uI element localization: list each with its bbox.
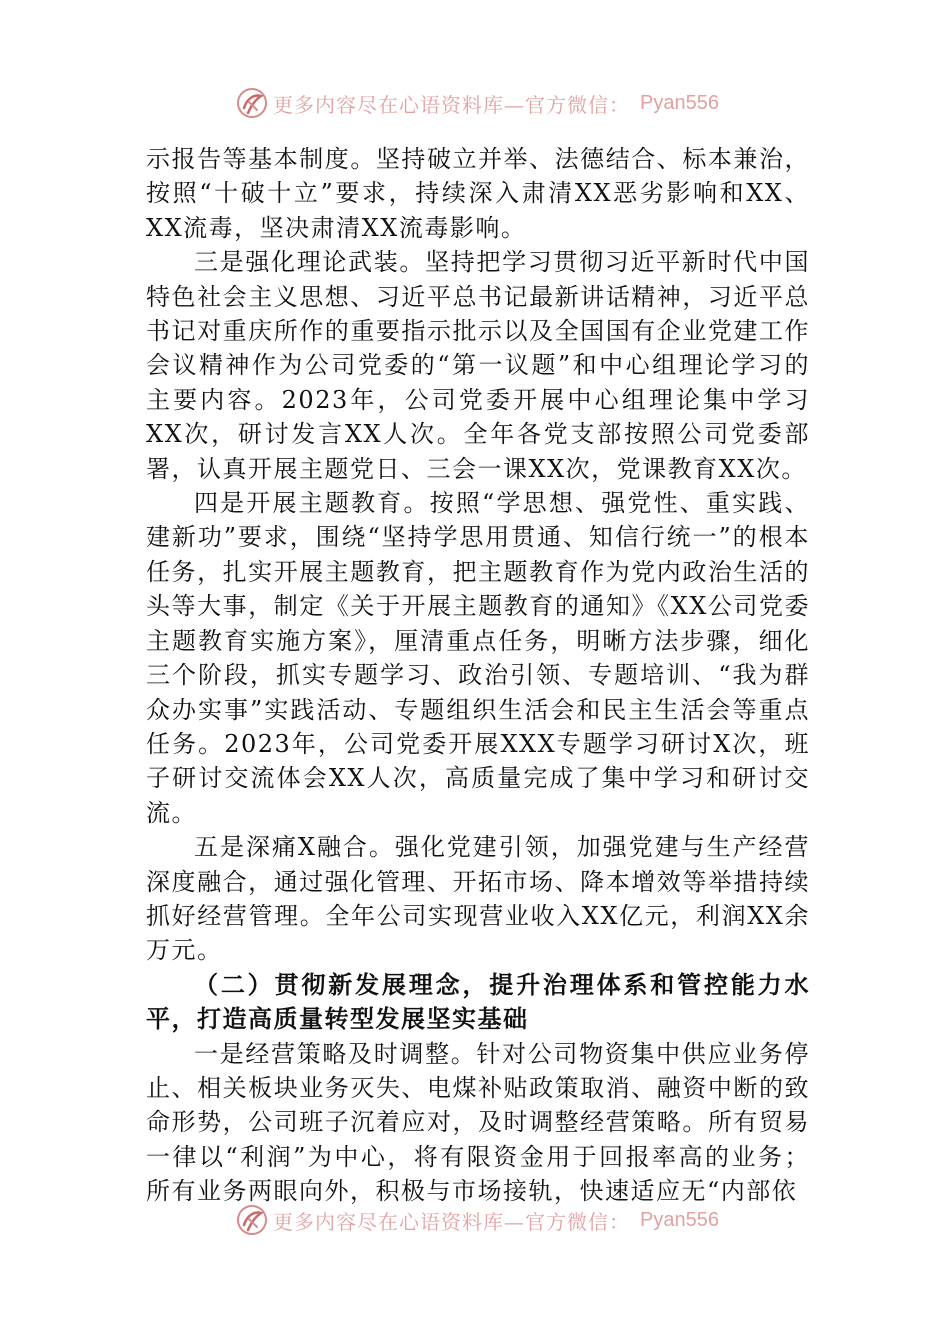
- paragraph-strategy: 一是经营策略及时调整。针对公司物资集中供应业务停止、相关板块业务灭失、电煤补贴政策取消、融资中断的致命形势，公司班子沉着应对，及时调整经营策略。所有贸易一律以“利润”为中心，将有限资金用于回报率高的业务；所有业务两眼向外，积极与市场接轨，快速适应无“内部依: [146, 1039, 810, 1206]
- paragraph-integration: 五是深痛X融合。强化党建引领，加强党建与生产经营深度融合，通过强化管理、开拓市场、降本增效等举措持续抓好经营管理。全年公司实现营业收入XX亿元，利润XX余万元。: [146, 833, 810, 965]
- document-body: [146, 142, 810, 1209]
- watermark-footer: [235, 1203, 719, 1237]
- watermark-text: 更多内容尽在心语资料库—官方微信：: [273, 1209, 630, 1234]
- watermark-header: [235, 86, 719, 120]
- logo-icon: [235, 86, 269, 120]
- watermark-wechat-id: Pyan556: [640, 1208, 719, 1231]
- logo-icon: [235, 1203, 269, 1237]
- paragraph-continued: 示报告等基本制度。坚持破立并举、法德结合、标本兼治，按照“十破十立”要求，持续深入肃清XX恶劣影响和XX、XX流毒，坚决肃清XX流毒影响。: [146, 145, 810, 242]
- watermark-text: 更多内容尽在心语资料库—官方微信：: [273, 92, 630, 117]
- paragraph-theory-study: 三是强化理论武装。坚持把学习贯彻习近平新时代中国特色社会主义思想、习近平总书记最新讲话精神，习近平总书记对重庆所作的重要指示批示以及全国国有企业党建工作会议精神作为公司党委的“第一议题”和中心组理论学习的主要内容。2023年，公司党委开展中心组理论集中学习XX次，研讨发言XX人次。全年各党支部按照公司党委部署，认真开展主题党日、三会一课XX次，党课教育XX次。: [146, 248, 810, 483]
- watermark-wechat-id: Pyan556: [640, 91, 719, 114]
- paragraph-theme-education: 四是开展主题教育。按照“学思想、强党性、重实践、建新功”要求，围绕“坚持学思用贯通、知信行统一”的根本任务，扎实开展主题教育，把主题教育作为党内政治生活的头等大事，制定《关于开展主题教育的通知》《XX公司党委主题教育实施方案》，厘清重点任务，明晰方法步骤，细化三个阶段，抓实专题学习、政治引领、专题培训、“我为群众办实事”实践活动、专题组织生活会和民主生活会等重点任务。2023年，公司党委开展XXX专题学习研讨X次，班子研讨交流体会XX人次，高质量完成了集中学习和研讨交流。: [146, 489, 810, 827]
- section-heading: （二）贯彻新发展理念，提升治理体系和管控能力水平，打造高质量转型发展坚实基础: [146, 969, 810, 1034]
